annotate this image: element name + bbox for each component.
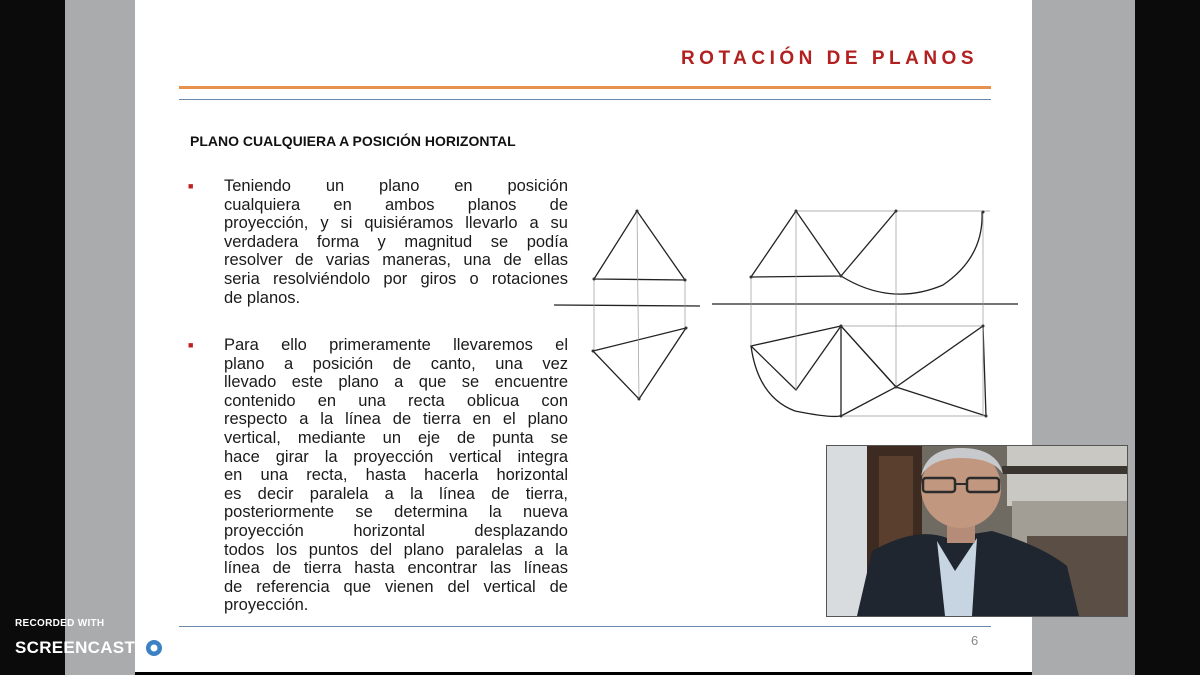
vertical-projection-triangle [594, 211, 685, 280]
text-line: Para ello primeramente llevaremos el [224, 336, 568, 354]
text-line: contenido en una recta oblicua con [224, 391, 568, 410]
footer-rule [179, 626, 991, 627]
letterbox-right [1135, 0, 1200, 675]
bullet-marker: ■ [188, 181, 194, 191]
text-line: resolver de varias maneras, una de ellas [224, 251, 568, 270]
text-line: en una recta, hasta hacerla horizontal [224, 466, 568, 485]
text-line: línea de tierra hasta encontrar las líneas [224, 559, 568, 578]
bullet-marker: ■ [188, 340, 194, 350]
title-rule-blue [179, 99, 991, 100]
bullet-text-2 [224, 336, 568, 615]
true-shape-triangle [896, 326, 986, 416]
edge-view-line [841, 211, 896, 276]
watermark-caption: RECORDED WITH [15, 618, 105, 629]
text-line: llevado este plano a que se encuentre [224, 373, 568, 392]
text-line: de planos. [224, 288, 301, 307]
horizontal-triangle-b [841, 326, 896, 416]
text-line: seria resolviéndolo por giros o rotaciones [224, 269, 568, 288]
bullet-text-1 [224, 177, 568, 307]
webcam-overlay [826, 445, 1128, 617]
presentation-background-left [65, 0, 135, 675]
screencast-logo-icon [137, 631, 171, 665]
text-line: cualquiera en ambos planos de [224, 195, 568, 214]
horizontal-projection-triangle [593, 328, 686, 399]
text-line: proyección horizontal desplazando [224, 521, 568, 540]
text-line: vertical, mediante un eje de punta se [224, 428, 568, 447]
slide-title: ROTACIÓN DE PLANOS [680, 48, 978, 69]
text-line: plano a posición de canto, una vez [224, 354, 568, 373]
screencast-watermark [15, 618, 227, 665]
text-line: Teniendo un plano en posición [224, 177, 568, 195]
ground-line-left [554, 305, 700, 306]
letterbox-left [0, 0, 65, 675]
text-line: posteriormente se determina la nueva [224, 503, 568, 522]
rotation-arc-vertical [841, 212, 982, 294]
page-number: 6 [971, 633, 979, 648]
rotation-arc-horizontal [751, 346, 840, 416]
geometry-drawing [550, 200, 1030, 425]
text-line: todos los puntos del plano paralelas a la [224, 540, 568, 559]
watermark-brand-right: MATIC [173, 638, 228, 657]
text-line: proyección, y si quisiéramos llevarlo a su [224, 214, 568, 233]
text-line: verdadera forma y magnitud se podía [224, 232, 568, 251]
title-rule-orange [179, 86, 991, 89]
text-line: proyección. [224, 596, 309, 615]
text-line: hace girar la proyección vertical integra [224, 447, 568, 466]
slide-subtitle: PLANO CUALQUIERA A POSICIÓN HORIZONTAL [190, 133, 516, 149]
text-line: respecto a la línea de tierra en el plano [224, 410, 568, 429]
connector-line [841, 326, 896, 387]
webcam-video-frame [827, 446, 1127, 616]
text-line: es decir paralela a la línea de tierra, [224, 484, 568, 503]
text-line: de referencia que vienen del vertical de [224, 577, 568, 596]
watermark-brand-left: SCREENCAST [15, 638, 136, 657]
